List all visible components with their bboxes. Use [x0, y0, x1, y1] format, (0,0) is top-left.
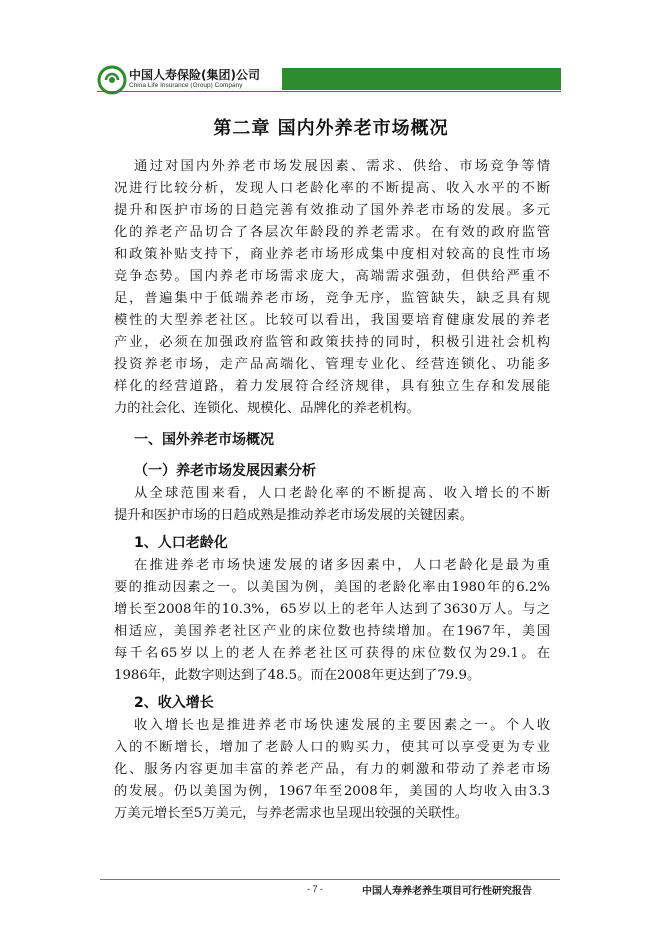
paragraph-line: 模性的大型养老社区。比较可以看出，我国要培育健康发展的养老 [114, 313, 550, 328]
footer-divider [100, 879, 560, 880]
company-name-cn: 中国人寿保险(集团)公司 [129, 68, 260, 82]
paragraph-line: 相适应，美国养老社区产业的床位数也持续增加。在1967年，美国 [114, 624, 550, 639]
paragraph-line: 和政策补贴支持下，商业养老市场形成集中度相对较高的良性市场 [114, 247, 550, 262]
paragraph-line: 从全球范围来看，人口老龄化率的不断提高、收入增长的不断 [134, 486, 550, 501]
paragraph-line: 增长至2008年的10.3%，65岁以上的老年人达到了3630万人。与之 [114, 602, 550, 617]
chapter-title: 第二章 国内外养老市场概况 [213, 118, 449, 139]
point-heading: 1、人口老龄化 [134, 535, 228, 551]
paragraph-line: 每千名65岁以上的老人在养老社区可获得的床位数仅为29.1。在 [114, 646, 550, 661]
paragraph-line: 化、服务内容更加丰富的养老产品，有力的刺激和带动了养老市场 [114, 762, 550, 777]
paragraph-line: 竞争态势。国内养老市场需求庞大，高端需求强劲，但供给严重不 [114, 269, 550, 284]
paragraph-line: 在推进养老市场快速发展的诸多因素中，人口老龄化是最为重 [134, 558, 550, 573]
paragraph-line: 况进行比较分析，发现人口老龄化率的不断提高、收入水平的不断 [114, 181, 550, 196]
paragraph-line: 样化的经营道路，着力发展符合经济规律，具有独立生存和发展能 [114, 379, 550, 394]
paragraph-line: 投资养老市场，走产品高端化、管理专业化、经营连锁化、功能多 [114, 357, 550, 372]
paragraph-line: 提升和医护市场的日趋成熟是推动养老市场发展的关键因素。 [114, 508, 474, 523]
paragraph-line: 通过对国内外养老市场发展因素、需求、供给、市场竞争等情 [134, 159, 550, 174]
paragraph-line: 提升和医护市场的日趋完善有效推动了国外养老市场的发展。多元 [114, 203, 550, 218]
header-green-bar [282, 68, 561, 90]
paragraph-line: 力的社会化、连锁化、规模化、品牌化的养老机构。 [114, 401, 420, 416]
paragraph-line: 入的不断增长，增加了老龄人口的购买力，使其可以享受更为专业 [114, 740, 550, 755]
paragraph-line: 要的推动因素之一。以美国为例，美国的老龄化率由1980年的6.2% [114, 580, 550, 595]
footer-doc-title: 中国人寿养老养生项目可行性研究报告 [362, 886, 532, 897]
paragraph-line: 的发展。仍以美国为例，1967年至2008年，美国的人均收入由3.3 [114, 784, 550, 799]
section-heading: 一、国外养老市场概况 [134, 432, 274, 448]
subsection-heading: （一）养老市场发展因素分析 [134, 463, 316, 479]
paragraph-line: 收入增长也是推进养老市场快速发展的主要因素之一。个人收 [134, 718, 550, 733]
paragraph-line: 1986年，此数字则达到了48.5。而在2008年更达到了79.9。 [114, 668, 481, 683]
paragraph-line: 化的养老产品切合了各层次年龄段的养老需求。在有效的政府监管 [114, 225, 550, 240]
company-name-en: China Life Insurance (Group) Company [129, 82, 243, 89]
point-heading: 2、收入增长 [134, 695, 214, 711]
paragraph-line: 产业，必须在加强政府监管和政策扶持的同时，积极引进社会机构 [114, 335, 550, 350]
header-divider [97, 91, 561, 92]
paragraph-line: 足，普遍集中于低端养老市场，竞争无序，监管缺失，缺乏具有规 [114, 291, 550, 306]
paragraph-line: 万美元增长至5万美元，与养老需求也呈现出较强的关联性。 [114, 806, 469, 821]
page-header [97, 63, 561, 97]
page-number: - 7 - [307, 884, 324, 894]
